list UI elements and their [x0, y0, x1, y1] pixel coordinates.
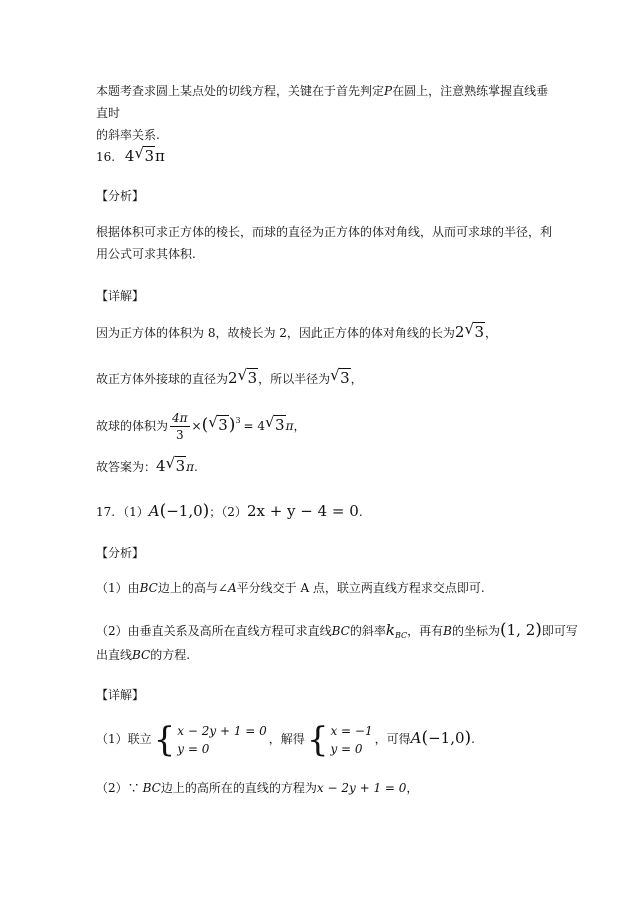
q16-answer-coef: 4 [124, 147, 135, 165]
q16-detail-line3: 故球的体积为 $\frac{4\pi}{3}$ ×( √ 3)$^3$ = 4 √ 3π， [96, 411, 306, 442]
q17-analysis-line1: （1）由BC边上的高与∠A平分线交于 A 点，联立两直线方程求交点即可. [96, 581, 485, 595]
q17-detail-header: 【详解】 [96, 688, 145, 702]
q16-answer-pi: π [155, 147, 165, 165]
var-p: P [384, 84, 393, 98]
q16-analysis-header: 【分析】 [96, 189, 145, 203]
q17-detail-line2: （2）∵ BC边上的高所在的直线的方程为x − 2y + 1 = 0， [96, 781, 419, 795]
intro-text-tail: 在圆上，注意熟练掌握直线垂直时 [96, 84, 549, 120]
q17-analysis-header: 【分析】 [96, 546, 145, 560]
q16-analysis-text: 根据体积可求正方体的棱长，而球的直径为正方体的体对角线，从而可求球的半径，利用公式可求其体积. [96, 225, 553, 261]
q16-label: 16. [96, 150, 116, 164]
q16-detail-line2: 故正方体外接球的直径为2 √ 3，所以半径为 √ 3， [96, 366, 363, 387]
q16-detail-line1: 因为正方体的体积为 8，故棱长为 2，因此正方体的体对角线的长为2 √ 3， [96, 320, 498, 341]
intro-paragraph [96, 80, 560, 146]
q16-answer-sqrt: √ 3 [134, 144, 155, 165]
intro-text-line2: 的斜率关系. [96, 128, 160, 142]
q16-answer [96, 146, 560, 167]
q17-answer: 17. （1）A(−1,0)；（2）2x + y − 4 = 0. [96, 501, 363, 521]
q17-analysis-line2: （2）由垂直关系及高所在直线方程可求直线BC的斜率$k_{BC}$，再有B的坐标为(1, 2)即可写 [96, 620, 578, 640]
q16-final-answer: 故答案为：4 √ 3π. [96, 454, 198, 475]
intro-text: 本题考查求圆上某点处的切线方程，关键在于首先判定 [96, 84, 385, 98]
q17-detail-line1: （1）联立 { x − 2y + 1 = 0 y = 0 ，解得 { x = −1 y = 0 ，可得A(−1,0). [96, 719, 475, 760]
q16-detail-header: 【详解】 [96, 289, 145, 303]
q17-analysis-line3: 出直线BC的方程. [96, 648, 191, 662]
